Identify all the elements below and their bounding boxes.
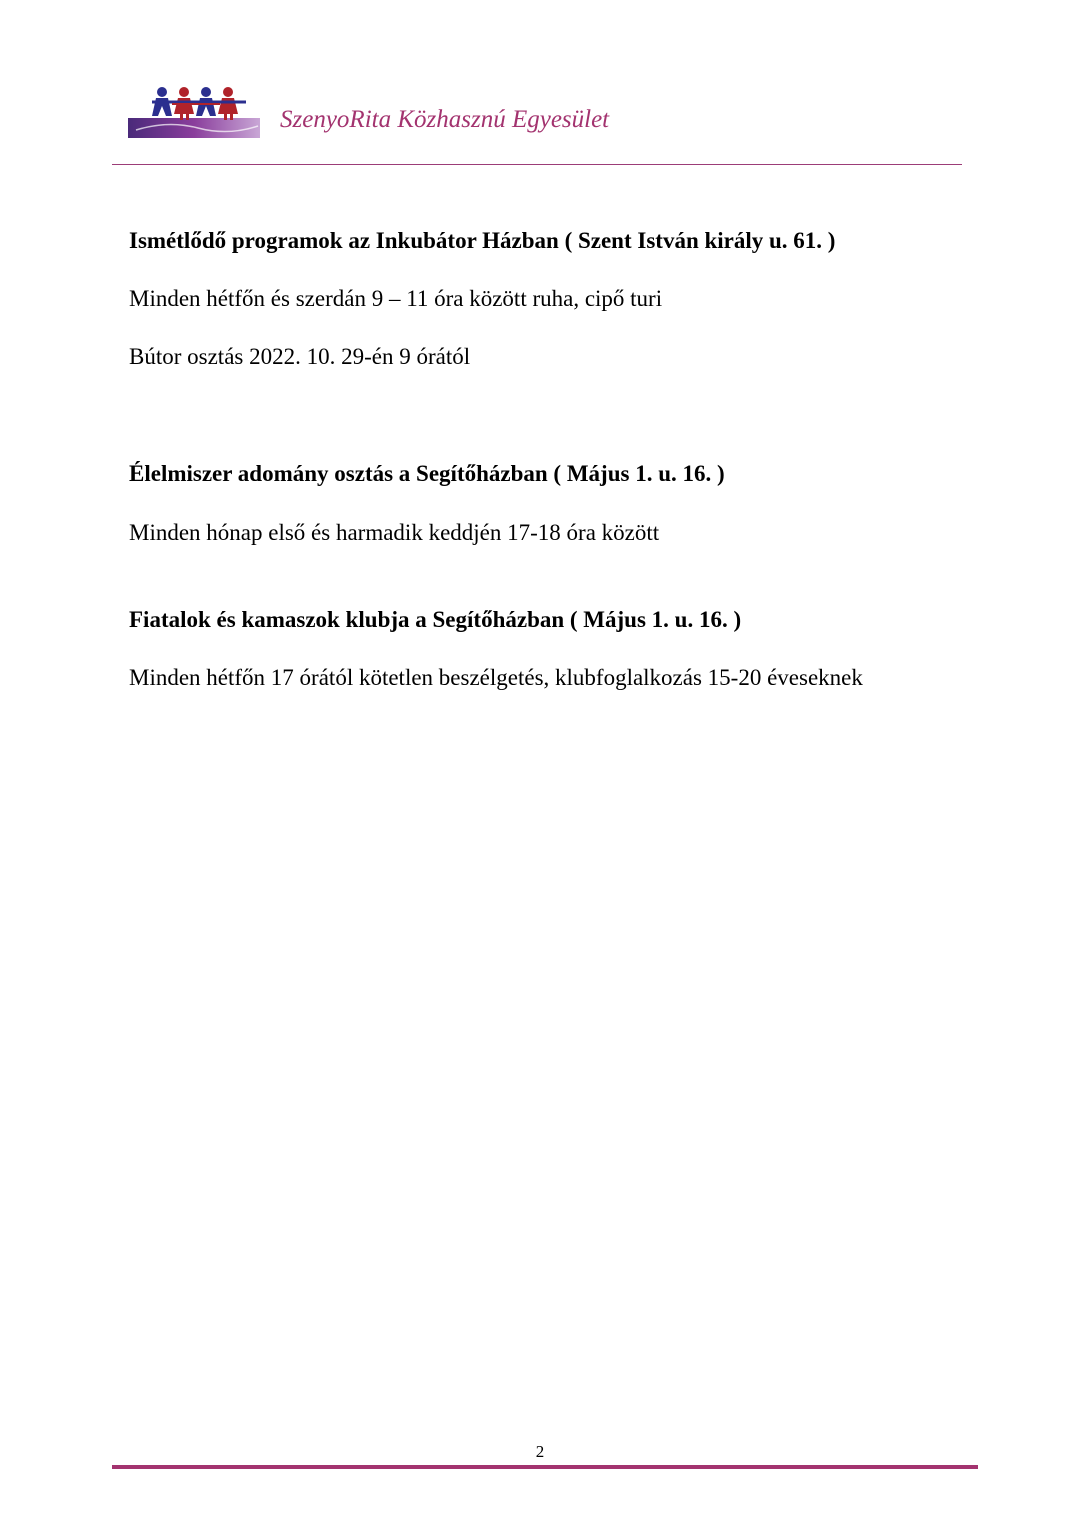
section-heading-food-donation: Élelmiszer adomány osztás a Segítőházban ( Május 1. u. 16. ) bbox=[129, 461, 725, 486]
youth-club-schedule-line: Minden hétfőn 17 órától kötetlen beszélgetés, klubfoglalkozás 15-20 éveseknek bbox=[129, 665, 863, 690]
page-header bbox=[128, 84, 968, 144]
organization-name: SzenyoRita Közhasznú Egyesület bbox=[280, 106, 610, 133]
food-donation-schedule-line: Minden hónap első és harmadik keddjén 17-18 óra között bbox=[129, 520, 660, 545]
incubator-schedule-line: Minden hétfőn és szerdán 9 – 11 óra között ruha, cipő turi bbox=[129, 286, 663, 311]
section-heading-youth-club: Fiatalok és kamaszok klubja a Segítőházban ( Május 1. u. 16. ) bbox=[129, 607, 742, 632]
people-chain-logo-icon bbox=[128, 84, 260, 140]
header-divider bbox=[112, 164, 962, 165]
furniture-distribution-line: Bútor osztás 2022. 10. 29-én 9 órától bbox=[129, 344, 471, 369]
footer-divider bbox=[112, 1465, 978, 1469]
page-number: 2 bbox=[535, 1442, 545, 1461]
section-heading-incubator: Ismétlődő programok az Inkubátor Házban ( Szent István király u. 61. ) bbox=[129, 228, 836, 253]
